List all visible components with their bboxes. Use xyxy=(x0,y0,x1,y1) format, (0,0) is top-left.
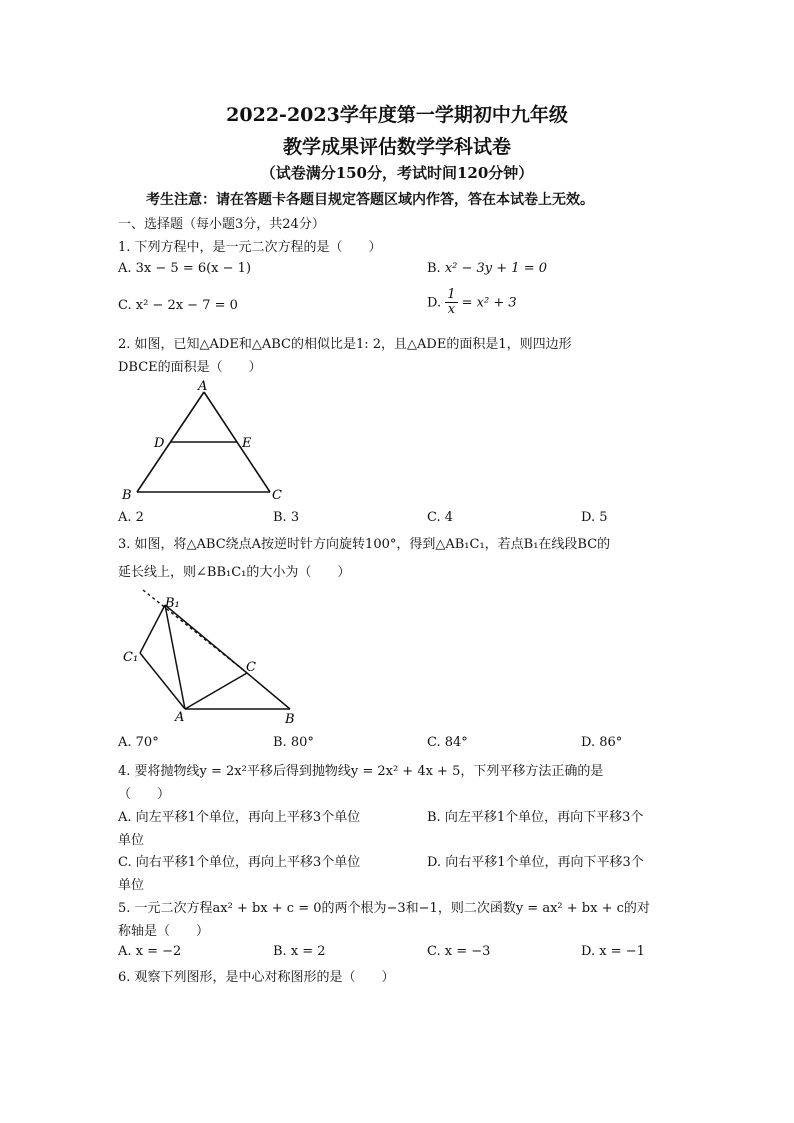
segment-cb xyxy=(247,673,290,709)
q5-stem-line-1: 5. 一元二次方程ax² + bx + c = 0的两个根为−3和−1，则二次函数y = ax² + bx + c的对 xyxy=(118,901,650,916)
label-b: B xyxy=(122,488,132,503)
title-line-3: （试卷满分150分，考试时间120分钟） xyxy=(260,164,534,182)
q3-rotation-figure xyxy=(115,585,315,730)
q4-option-d-line-1: D. 向右平移1个单位，再向下平移3个 xyxy=(427,855,644,870)
fraction-numerator: 1 xyxy=(447,287,456,302)
q4-stem-line-2: （ ） xyxy=(118,787,171,802)
label-c1: C₁ xyxy=(123,650,139,665)
q1-option-a: A. 3x − 5 = 6(x − 1) xyxy=(118,261,252,276)
segment-b1c xyxy=(165,605,247,673)
q1-stem: 1. 下列方程中，是一元二次方程的是（ ） xyxy=(118,240,382,255)
q4-stem-line-1: 4. 要将抛物线y = 2x²平移后得到抛物线y = 2x² + 4x + 5，下列平移方法正确的是 xyxy=(118,764,604,779)
q2-triangle-figure xyxy=(110,375,300,505)
q5-option-d: D. x = −1 xyxy=(581,944,645,959)
q3-option-a: A. 70° xyxy=(118,735,159,750)
section-heading: 一、选择题（每小题3分，共24分） xyxy=(118,217,325,232)
q2-stem-line-2: DBCE的面积是（ ） xyxy=(118,360,262,375)
q1-option-b xyxy=(427,261,547,276)
label-a: A xyxy=(175,710,185,725)
q4-option-a: A. 向左平移1个单位，再向上平移3个单位 xyxy=(118,810,361,825)
q5-option-a: A. x = −2 xyxy=(118,944,182,959)
q2-option-c: C. 4 xyxy=(427,510,454,525)
segment-c1a xyxy=(140,653,185,709)
segment-b1c1 xyxy=(140,605,165,653)
q6-stem: 6. 观察下列图形，是中心对称图形的是（ ） xyxy=(118,970,395,985)
q5-option-b: B. x = 2 xyxy=(273,944,326,959)
q5-option-c: C. x = −3 xyxy=(427,944,491,959)
title-line-1: 2022-2023学年度第一学期初中九年级 xyxy=(226,104,568,126)
label-c: C xyxy=(272,488,282,503)
q2-option-a: A. 2 xyxy=(118,510,144,525)
label-a: A xyxy=(198,379,208,394)
exam-notice: 考生注意：请在答题卡各题目规定答题区域内作答，答在本试卷上无效。 xyxy=(146,192,594,208)
q3-option-b: B. 80° xyxy=(273,735,314,750)
q5-stem-line-2: 称轴是（ ） xyxy=(118,924,210,939)
q4-option-d-line-2: 单位 xyxy=(118,878,145,893)
q1-option-b-prefix: B. xyxy=(427,261,445,276)
q1-option-d xyxy=(427,288,517,318)
q4-option-b-line-1: B. 向左平移1个单位，再向下平移3个 xyxy=(427,810,644,825)
segment-ac xyxy=(185,673,247,709)
q3-option-d: D. 86° xyxy=(581,735,623,750)
label-c: C xyxy=(246,660,256,675)
q2-option-d: D. 5 xyxy=(581,510,608,525)
title-line-2: 教学成果评估数学学科试卷 xyxy=(282,136,511,158)
q4-option-c: C. 向右平移1个单位，再向上平移3个单位 xyxy=(118,855,361,870)
q1-option-b-math: x² − 3y + 1 = 0 xyxy=(444,261,547,276)
q1-option-d-fraction xyxy=(445,288,457,318)
fraction-denominator: x xyxy=(447,302,456,318)
label-b: B xyxy=(285,712,295,727)
q2-option-b: B. 3 xyxy=(273,510,300,525)
q1-option-d-prefix: D. xyxy=(427,295,446,311)
q1-option-d-rest: = x² + 3 xyxy=(457,295,517,311)
q3-stem-line-1: 3. 如图，将△ABC绕点A按逆时针方向旋转100°，得到△AB₁C₁，若点B₁在线段BC的 xyxy=(118,537,611,552)
label-d: D xyxy=(154,436,165,451)
q3-option-c: C. 84° xyxy=(427,735,468,750)
q4-option-b-line-2: 单位 xyxy=(118,833,145,848)
q3-stem-line-2: 延长线上，则∠BB₁C₁的大小为（ ） xyxy=(118,565,351,580)
q1-option-c: C. x² − 2x − 7 = 0 xyxy=(118,298,238,313)
label-e: E xyxy=(242,436,252,451)
label-b1: B₁ xyxy=(165,596,180,611)
q2-stem-line-1: 2. 如图，已知△ADE和△ABC的相似比是1: 2，且△ADE的面积是1，则四边形 xyxy=(118,337,572,352)
